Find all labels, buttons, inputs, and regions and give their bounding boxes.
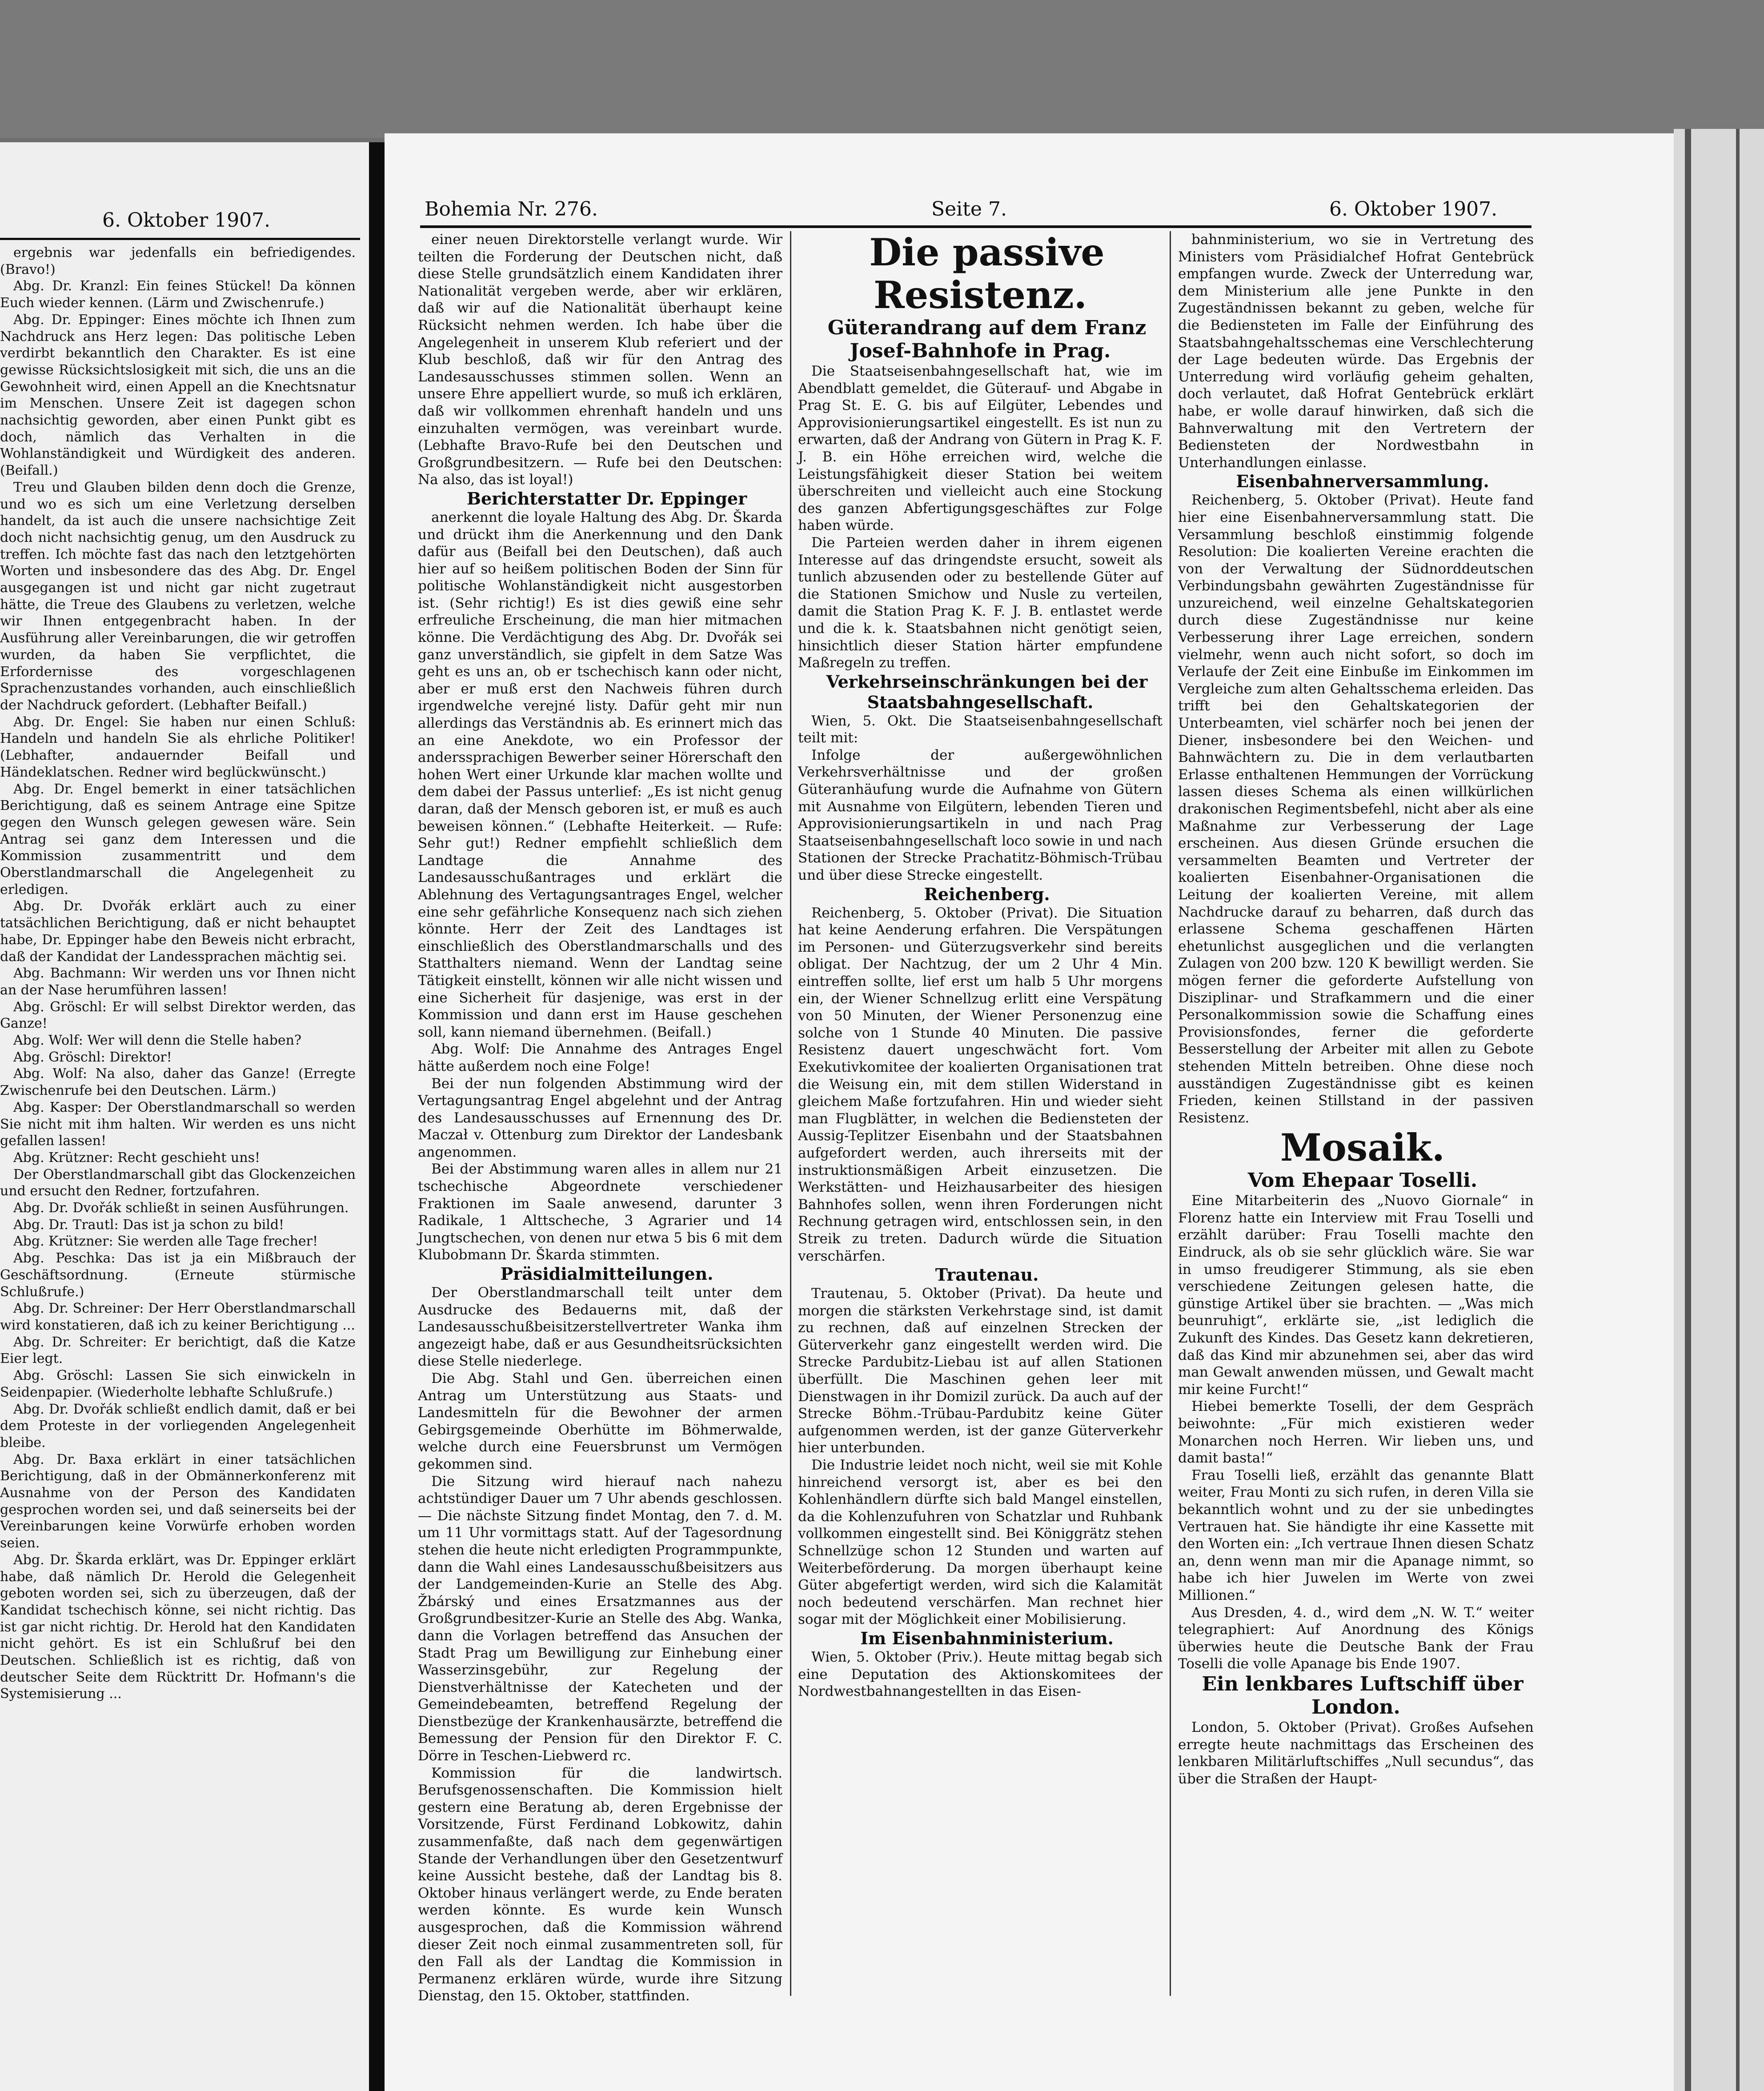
section-heading: Im Eisenbahnministerium.: [860, 1628, 1114, 1648]
column-2: [798, 231, 1163, 1974]
paragraph: Die Sitzung wird hierauf nach nahezu achtstündiger Dauer um 7 Uhr abends geschlossen. — Die nächste Sitzung findet Montag, den 7. d. M. um 11 Uhr vormittags statt. Auf der Tagesordnung stehen die heute nicht erledigten Programmpunkte, dann die Wahl eines Landesausschußbeisitzers aus der Landgemeinden-Kurie an Stelle des Abg. Žbárský und eines Ersatzmannes aus der Großgrundbesitzer-Kurie an Stelle des Abg. Wanka, dann die Vorlagen betreffend das Ansuchen der Stadt Prag um Bewilligung zur Einhebung einer Wasserzinsgebühr, zur Regelung der Dienstverhältnisse der Katecheten und der Gemeindebeamten, betreffend Regelung der Dienstbezüge der Krankenhausärzte, betreffend die Bemessung der Pension für den Direktor F. C. Dörre in Teschen-Liebwerd rc.: [418, 1473, 782, 1764]
paragraph: Trautenau, 5. Oktober (Privat). Da heute und morgen die stärksten Verkehrstage sind, ist damit zu rechnen, daß auf einzelnen Strecken der Güterverkehr ganz eingestellt werden wird. Die Strecke Pardubitz-Liebau ist auf allen Stationen überfüllt. Die Maschinen gehen leer mit Dienstwagen in ihr Domizil zurück. Da auch auf der Strecke Böhm.-Trübau-Pardubitz keine Güter aufgenommen werden, ist der ganze Güterverkehr hier unterbunden.: [798, 1286, 1163, 1456]
paragraph: Abg. Dr. Engel: Sie haben nur einen Schluß: Handeln und handeln Sie als ehrliche Politiker! (Lebhafter, andauernder Beifall und Händeklatschen. Redner wird beglückwünscht.): [0, 714, 356, 780]
paragraph: Abg. Dr. Baxa erklärt in einer tatsächlichen Berichtigung, daß in der Obmännerkonferenz mit Ausnahme von der Person des Kandidaten gesprochen worden sei, und daß seinerseits bei der Vereinbarungen keine Vorwürfe erhoben worden seien.: [0, 1451, 356, 1551]
paragraph: Abg. Gröschl: Lassen Sie sich einwickeln in Seidenpapier. (Wiederholte lebhafte Schlußrufe.): [0, 1368, 356, 1400]
left-page-column: [0, 244, 356, 2067]
scan-background-top: [0, 0, 1764, 138]
section-heading: Präsidialmitteilungen.: [500, 1264, 714, 1284]
paragraph: Die Industrie leidet noch nicht, weil sie mit Kohle hinreichend versorgt ist, aber es bei den Kohlenhändlern dürfte sich bald Mangel einstellen, da die Kohlenzufuhren von Schatzlar und Ruhbank vollkommen eingestellt sind. Bei Königgrätz stehen Schnellzüge schon 12 Stunden und warten auf Weiterbeförderung. Da morgen überhaupt keine Güter abgefertigt werden, wird sich die Kalamität noch bedeutend verschärfen. Man rechnet hier sogar mit der Möglichkeit einer Mobilisierung.: [798, 1457, 1163, 1628]
header-rule: [420, 225, 1531, 228]
left-page-date: 6. Oktober 1907.: [102, 209, 271, 232]
paragraph: Abg. Dr. Kranzl: Ein feines Stückel! Da können Euch wieder kennen. (Lärm und Zwischenrufe.): [0, 278, 356, 311]
paragraph: Aus Dresden, 4. d., wird dem „N. W. T.“ weiter telegraphiert: Auf Anordnung des Königs überwies heute die Deutsche Bank der Frau Toselli die volle Apanage bis Ende 1907.: [1178, 1604, 1534, 1672]
section-heading: Berichterstatter Dr. Eppinger: [466, 488, 747, 509]
paragraph: Treu und Glauben bilden denn doch die Grenze, und wo es sich um eine Verletzung derselben handelt, da ist auch die unsere nachsichtige Zeit doch nicht nachsichtig genug, um den Ausdruck zu treffen. Ich möchte fast das nach den letztgehörten Worten und insbesondere das des Abg. Dr. Engel ausgegangen ist und nicht gar nicht zugetraut hätte, die Treue des Glaubens zu verletzen, welche wir Ihnen entgegenbracht haben. In der Ausführung aller Vereinbarungen, die wir getroffen wurden, da haben Sie verpflichtet, die Erfordernisse des vorgeschlagenen Sprachenzustandes vorhanden, auch einschließlich der Nachdruck gefordert. (Lebhafter Beifall.): [0, 479, 356, 713]
page-gutter: [369, 142, 385, 2091]
article-headline: Die passive Resistenz.: [869, 230, 1105, 317]
section-heading: Reichenberg.: [924, 884, 1050, 904]
column-divider-1: [790, 231, 791, 1996]
paragraph: Abg. Krützner: Sie werden alle Tage frecher!: [13, 1234, 318, 1250]
paragraph: Der Oberstlandmarschall teilt unter dem Ausdrucke des Bedauerns mit, daß der Landesausschußbeisitzerstellvertreter Wanka ihm angezeigt habe, daß er aus Gesundheitsrücksichten diese Stelle niederlege.: [418, 1285, 782, 1370]
paragraph: Kommission für die landwirtsch. Berufsgenossenschaften. Die Kommission hielt gestern eine Beratung ab, deren Ergebnisse der Vorsitzende, Fürst Ferdinand Lobkowitz, dahin zusammenfaßte, daß nach dem gegenwärtigen Stande der Verhandlungen über den Gesetzentwurf keine Aussicht bestehe, daß der Landtag bis 8. Oktober hinaus verlängert werde, zu Ende beraten werden könnte. Es wurde kein Wunsch ausgesprochen, daß die Kommission während dieser Zeit noch einmal zusammentreten soll, für den Fall als der Landtag die Kommission in Permanenz erklären würde, wurde ihre Sitzung Dienstag, den 15. Oktober, stattfinden.: [418, 1765, 782, 2004]
paragraph: Abg. Dr. Schreiter: Er berichtigt, daß die Katze Eier legt.: [0, 1334, 356, 1367]
paragraph: Abg. Wolf: Wer will denn die Stelle haben?: [13, 1033, 302, 1049]
left-header-rule: [0, 238, 360, 240]
newspaper-title: Bohemia Nr. 276.: [425, 198, 598, 220]
issue-date: 6. Oktober 1907.: [1329, 198, 1498, 220]
paragraph: Abg. Dr. Dvořák schließt endlich damit, daß er bei dem Proteste in der vorliegenden Angelegenheit bleibe.: [0, 1401, 356, 1450]
paragraph: Frau Toselli ließ, erzählt das genannte Blatt weiter, Frau Monti zu sich rufen, in deren Villa sie bekanntlich wohnt und zu der sie unbedingtes Vertrauen hat. Sie händigte ihr eine Kassette mit den Worten ein: „Ich vertraue Ihnen diesen Schatz an, denn wenn man mir die Apanage nimmt, so habe ich hier Juwelen im Werte von zwei Millionen.“: [1178, 1467, 1534, 1603]
section-heading: Mosaik.: [1280, 1126, 1445, 1170]
paragraph: Abg. Bachmann: Wir werden uns vor Ihnen nicht an der Nase herumführen lassen!: [0, 965, 356, 998]
paragraph: Abg. Dr. Schreiner: Der Herr Oberstlandmarschall wird konstatieren, daß ich zu keiner Berichtigung ...: [0, 1301, 356, 1333]
paragraph: einer neuen Direktorstelle verlangt wurde. Wir teilten die Forderung der Deutschen nicht, daß diese Stelle grundsätzlich einem Kandidaten ihrer Nationalität vergeben werde, aber wir erklären, daß wir auf die Nationalität überhaupt keine Rücksicht nehmen werden. Ich habe über die Angelegenheit in unserem Klub referiert und der Klub beschloß, daß wir für den Antrag des Landesausschusses stimmen sollen. Wenn an unsere Ehre appelliert wurde, so muß ich erklären, daß wir vollkommen ehrenhaft handeln und uns einzuhalten vermögen, was vereinbart wurde. (Lebhafte Bravo-Rufe bei den Deutschen und Großgrundbesitzern. — Rufe bei den Deutschen: Na also, das ist loyal!): [418, 232, 782, 488]
article-headline: Ein lenkbares Luftschiff über London.: [1202, 1672, 1523, 1718]
paragraph: Wien, 5. Oktober (Priv.). Heute mittag begab sich eine Deputation des Aktionskomitees der Nordwestbahnangestellten in das Eisen-: [798, 1649, 1163, 1700]
paragraph: Bei der Abstimmung waren alles in allem nur 21 tschechische Abgeordnete verschiedener Fraktionen im Saale anwesend, darunter 3 Radikale, 1 Alttscheche, 3 Agrarier und 14 Jungtschechen, von denen nur etwa 5 bis 6 mit dem Klubobmann Dr. Škarda stimmten.: [418, 1161, 782, 1263]
column-divider-2: [1170, 231, 1171, 1996]
paragraph: anerkennt die loyale Haltung des Abg. Dr. Škarda und drückt ihm die Anerkennung und den Dank dafür aus (Beifall bei den Deutschen), daß auch hier auf so heißem politischen Boden der Sinn für politische Wohlanständigkeit nicht ausgestorben ist. (Sehr richtig!) Es ist dies gewiß eine sehr erfreuliche Erscheinung, die man hier mitmachen könne. Die Verdächtigung des Abg. Dr. Dvořák sei ganz unverständlich, sie gipfelt in dem Satze Was geht es uns an, ob er tschechisch kann oder nicht, aber er muß erst den Nachweis führen durch irgendwelche verejné listy. Dafür geht mir nun allerdings das Verständnis ab. Es erinnert mich das an eine Anekdote, wo ein Professor der anderssprachigen Bewerber seiner Hörerschaft den hohen Wert einer Urkunde klar machen wollte und dem dabei der Passus unterlief: „Es ist nicht genug daran, daß der Mensch geboren ist, er muß es auch beweisen können.“ (Lebhafte Heiterkeit. — Rufe: Sehr gut!) Redner empfiehlt schließlich dem Landtage die Annahme des Landesausschußantrages und erklärt die Ablehnung des Vertagungsantrages Engel, welcher eine sehr gefährliche Konsequenz nach sich ziehen könnte. Herr der Zeit des Landtages ist einschließlich des Oberstlandmarschalls und des Statthalters niemand. Wenn der Landtag seine Tätigkeit einstellt, können wir alle nicht wissen und eine Sicherheit für dasjenige, was erst in der Kommission und dann erst im Hause geschehen soll, kann niemand übernehmen. (Beifall.): [418, 509, 782, 1040]
paragraph: Die Staatseisenbahngesellschaft hat, wie im Abendblatt gemeldet, die Güterauf- und Abgabe in Prag St. E. G. bis auf Eilgüter, Lebendes und Approvisionierungsartikel eingestellt. Es ist nun zu erwarten, daß der Andrang von Gütern in Prag K. F. J. B. ein Höhe erreichen wird, welche die Leistungsfähigkeit dieser Station bei weitem überschreiten und vielleicht auch eine Stockung des ganzen Abfertigungsgeschäftes zur Folge haben würde.: [798, 363, 1163, 534]
paragraph: Abg. Dr. Eppinger: Eines möchte ich Ihnen zum Nachdruck ans Herz legen: Das politische Leben verdirbt bekanntlich den Charakter. Es ist eine gewisse Rücksichtslosigkeit mit sich, die uns an die Gewohnheit wird, einen Appell an die Knechtsnatur im Menschen. Unsere Zeit ist dagegen schon nachsichtig geworden, aber einen Punkt gibt es doch, nämlich das Verhalten in die Wohlanständigkeit und Würdigkeit des anderen. (Beifall.): [0, 312, 356, 479]
paragraph: Abg. Wolf: Na also, daher das Ganze! (Erregte Zwischenrufe bei den Deutschen. Lärm.): [0, 1066, 356, 1099]
paragraph: Reichenberg, 5. Oktober (Privat). Heute fand hier eine Eisenbahnerversammlung statt. Die Versammlung beschloß einstimmig folgende Resolution: Die koalierten Vereine erachten die von der Verwaltung der Südnorddeutschen Verbindungsbahn gewährten Zugeständnisse für unzureichend, weil einzelne Gehaltskategorien durch diese Zugeständnisse nur keine Verbesserung ihrer Lage erreichen, sondern vielmehr, wenn auch nicht sofort, so doch im Verlaufe der Zeit eine Einbuße im Einkommen im Vergleiche zum alten Gehaltsschema erleiden. Das trifft bei den Gehaltskategorien der Unterbeamten, viel schärfer noch bei jenen der Diener, insbesondere bei den Weichen- und Bahnwächtern zu. Die in dem verlautbarten Erlasse enthaltenen Hemmungen der Vorrückung lassen dieses Schema als einen willkürlichen drakonischen Regimentsbefehl, nicht aber als eine Maßnahme zur Verbesserung der Lage erscheinen. Aus diesen Gründe ersuchen die versammelten Beamten und Vertreter der koalierten Eisenbahner-Organisationen die Leitung der koalierten Vereine, mit allem Nachdrucke darauf zu beharren, daß durch das erlassene Schema geschaffenen Härten ehetunlichst ausgeglichen und die verlangten Zulagen von 200 bzw. 120 K bewilligt werden. Sie mögen ferner die geforderte Aufstellung von Disziplinar- und Strafkammern und die einer Personalkommission sowie die Schaffung eines Provisionsfondes, ferner die geforderte Besserstellung der Arbeiter mit allen zu Gebote stehenden Mitteln betreiben. Ohne diese noch ausständigen Zugeständnisse gibt es keinen Frieden, keinen Stillstand in der passiven Resistenz.: [1178, 492, 1534, 1126]
paragraph: Hiebei bemerkte Toselli, der dem Gespräch beiwohnte: „Für mich existieren weder Monarchen noch Herren. Wir lieben uns, und damit basta!“: [1178, 1398, 1534, 1466]
paragraph: bahnministerium, wo sie in Vertretung des Ministers vom Präsidialchef Hofrat Gentebrück empfangen wurde. Zweck der Unterredung war, dem Ministerium alle jene Punkte in den Zugeständnissen bekannt zu geben, welche für die Bediensteten im Falle der Einführung des Staatsbahngehaltsschemas eine Verschlechterung der Lage bedeuten würde. Das Ergebnis der Unterredung wird vorläufig geheim gehalten, doch verlautet, daß Hofrat Gentebrück erklärt habe, er wolle darauf hinwirken, daß sich die Bahnverwaltung mit den Vertretern der Bediensteten der Nordwestbahn in Unterhandlungen einlasse.: [1178, 232, 1534, 471]
paragraph: Abg. Krützner: Recht geschieht uns!: [13, 1150, 261, 1166]
paragraph: Reichenberg, 5. Oktober (Privat). Die Situation hat keine Aenderung erfahren. Die Verspätungen im Personen- und Güterzugsverkehr sind bereits obligat. Der Nachtzug, der um 2 Uhr 4 Min. eintreffen sollte, lief erst um halb 5 Uhr morgens ein, der Wiener Schnellzug erlitt eine Verspätung von 50 Minuten, der Wiener Personenzug eine solche von 1 Stunde 40 Minuten. Die passive Resistenz dauert ungeschwächt fort. Vom Exekutivkomitee der koalierten Organisationen trat die Weisung ein, mit dem stillen Widerstand in gleichem Maße fortzufahren. Hin und wieder sieht man Flugblätter, in welchen die Bediensteten der Aussig-Teplitzer Eisenbahn und der Staatsbahnen aufgefordert werden, auch ihrerseits mit der instruktionsmäßigen Arbeit einzusetzen. Die Werkstätten- und Heizhausarbeiter des hiesigen Bahnhofes sollen, wenn ihren Forderungen nicht Rechnung getragen wird, entschlossen sein, in den Streik zu treten. Dadurch würde die Situation verschärfen.: [798, 905, 1163, 1264]
column-1: [418, 231, 782, 2004]
paragraph: Infolge der außergewöhnlichen Verkehrsverhältnisse und der großen Güteranhäufung wurde die Aufnahme von Gütern mit Ausnahme von Eilgütern, lebenden Tieren und Approvisionierungsartikeln in und nach Prag Staatseisenbahngesellschaft loco sowie in und nach Stationen der Strecke Prachatitz-Böhmisch-Trübau und über diese Strecke eingestellt.: [798, 747, 1163, 884]
page-number: Seite 7.: [931, 198, 1007, 220]
edge-band: [1685, 129, 1691, 2091]
book-edge: [1674, 129, 1764, 2091]
section-heading: Verkehrseinschränkungen bei der Staatsbahngesellschaft.: [826, 671, 1148, 712]
right-page: [385, 133, 1674, 2091]
paragraph: Abg. Kasper: Der Oberstlandmarschall so werden Sie nicht mit ihm halten. Wir werden es uns nicht gefallen lassen!: [0, 1099, 356, 1149]
paragraph: Eine Mitarbeiterin des „Nuovo Giornale“ in Florenz hatte ein Interview mit Frau Toselli und erzählt darüber: Frau Toselli machte den Eindruck, als ob sie sehr glücklich wäre. Sie war in umso freudigerer Stimmung, als sie eben verschiedene Zeitungen gelesen hatte, die günstige Artikel über sie brachten. — „Was mich beunruhigt“, erklärte sie, „ist lediglich die Zukunft des Kindes. Das Gesetz kann dekretieren, daß das Kind mir abzunehmen sei, aber das wird man Gewalt anwenden müssen, und Gewalt macht mir keine Furcht!“: [1178, 1193, 1534, 1398]
section-heading: Trautenau.: [935, 1265, 1039, 1285]
paragraph: Abg. Gröschl: Direktor!: [13, 1049, 172, 1065]
paragraph: London, 5. Oktober (Privat). Großes Aufsehen erregte heute nachmittags das Erscheinen des lenkbaren Militärluftschiffes „Null secundus“, das über die Straßen der Haupt-: [1178, 1719, 1534, 1787]
paragraph: Abg. Dr. Dvořák erklärt auch zu einer tatsächlichen Berichtigung, daß er nicht behauptet habe, Dr. Eppinger habe den Beweis nicht erbracht, daß der Kandidat der Landessprachen mächtig sei.: [0, 898, 356, 965]
paragraph: Abg. Dr. Dvořák schließt in seinen Ausführungen.: [13, 1200, 349, 1216]
paragraph: Die Abg. Stahl und Gen. überreichen einen Antrag um Unterstützung aus Staats- und Landesmitteln für die Bewohner der armen Gebirgsgemeinde Oberhütte im Böhmerwalde, welche durch eine Feuersbrunst um Vermögen gekommen sind.: [418, 1370, 782, 1472]
edge-band: [1736, 129, 1740, 2091]
paragraph: Bei der nun folgenden Abstimmung wird der Vertagungsantrag Engel abgelehnt und der Antrag des Landesausschusses auf Ernennung des Dr. Maczał v. Ottenburg zum Direktor der Landesbank angenommen.: [418, 1075, 782, 1160]
paragraph: ergebnis war jedenfalls ein befriedigendes. (Bravo!): [0, 245, 356, 277]
paragraph: Die Parteien werden daher in ihrem eigenen Interesse auf das dringendste ersucht, soweit als tunlich abzusenden oder zu bestellende Güter auf die Stationen Smichow und Nusle zu verteilen, damit die Station Prag K. F. J. B. entlastet werde und die k. k. Staatsbahnen nicht genötigt seien, hinsichtlich dieser Station härter empfundene Maßregeln zu treffen.: [798, 534, 1163, 671]
paragraph: Abg. Peschka: Das ist ja ein Mißbrauch der Geschäftsordnung. (Erneute stürmische Schlußrufe.): [0, 1250, 356, 1300]
column-3: [1178, 231, 1534, 1974]
article-headline: Vom Ehepaar Toselli.: [1247, 1169, 1478, 1192]
paragraph: Abg. Dr. Engel bemerkt in einer tatsächlichen Berichtigung, daß es seinem Antrage eine Spitze gegen den Wunsch gelegen gewesen wäre. Sein Antrag sei ganz dem Interessen und die Kommission zusammentritt und dem Oberstlandmarschall die Angelegenheit zu erledigen.: [0, 781, 356, 897]
paragraph: Der Oberstlandmarschall gibt das Glockenzeichen und ersucht den Redner, fortzufahren.: [0, 1166, 356, 1199]
paragraph: Abg. Wolf: Die Annahme des Antrages Engel hätte außerdem noch eine Folge!: [418, 1041, 782, 1074]
paragraph: Abg. Dr. Trautl: Das ist ja schon zu bild!: [13, 1217, 285, 1233]
article-subheadline: Güterandrang auf dem Franz Josef-Bahnhofe in Prag.: [827, 316, 1147, 362]
section-heading: Eisenbahnerversammlung.: [1236, 471, 1489, 492]
paragraph: Abg. Gröschl: Er will selbst Direktor werden, das Ganze!: [0, 999, 356, 1032]
left-page: [0, 142, 369, 2091]
paragraph: Wien, 5. Okt. Die Staatseisenbahngesellschaft teilt mit:: [798, 713, 1163, 746]
paragraph: Abg. Dr. Škarda erklärt, was Dr. Eppinger erklärt habe, daß nämlich Dr. Herold die Gelegenheit geboten worden sei, sich zu überzeugen, daß der Kandidat tschechisch könne, sei nicht richtig. Das ist gar nicht richtig. Dr. Herold hat den Kandidaten nicht gehört. Es ist ein Schlußruf bei den Deutschen. Schließlich ist es richtig, daß von deutscher Seite dem Rücktritt Dr. Hofmann's die Systemisierung ...: [0, 1552, 356, 1702]
